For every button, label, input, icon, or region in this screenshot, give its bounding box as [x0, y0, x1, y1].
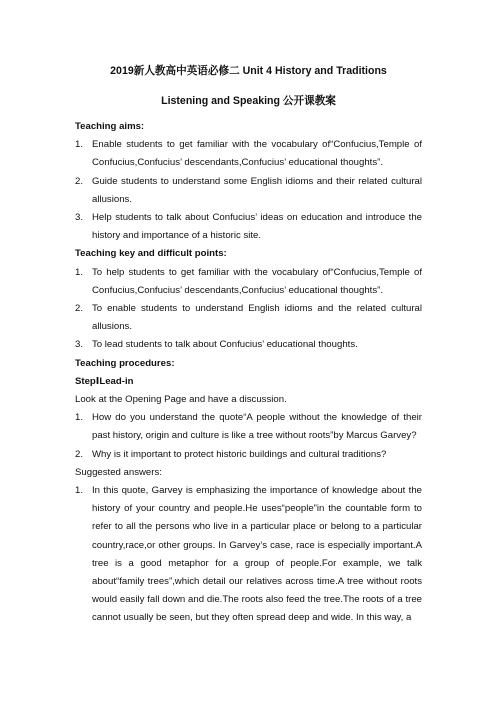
aim-number: 2.	[75, 175, 84, 187]
question-number: 2.	[75, 448, 84, 460]
key-points-heading: Teaching key and difficult points:	[75, 248, 227, 260]
aim-number: 3.	[75, 212, 84, 224]
answer-number: 1.	[75, 485, 84, 497]
key-point-text: To enable students to understand English idioms and the related cultural allusions.	[92, 303, 422, 333]
step-heading: StepⅠLead-in	[75, 375, 134, 387]
procedures-heading: Teaching procedures:	[75, 357, 175, 369]
answer-text: In this quote, Garvey is emphasizing the importance of knowledge about the history of your country and people.He uses“people”in the countable form to refer to all the persons who live in a particular place or belong to a particular country,race,or other groups. In Garvey’s case, race is especially important.A tree is a good metaphor for a group of people.For example, we talk about“family trees”,which detail our relatives across time.A tree without roots would easily fall down and die.The roots also feed the tree.The roots of a tree cannot usually be seen, but they often spread deep and wide. In this way, a	[92, 485, 422, 624]
key-point-number: 1.	[75, 266, 84, 278]
question-number: 1.	[75, 412, 84, 424]
key-point-number: 2.	[75, 303, 84, 315]
aim-text: Guide students to understand some English idioms and their related cultural allusions.	[92, 175, 422, 205]
question-text: Why is it important to protect historic buildings and cultural traditions?	[92, 448, 387, 460]
key-point-text: To lead students to talk about Confucius’ educational thoughts.	[92, 339, 358, 351]
key-point-number: 3.	[75, 339, 84, 351]
suggested-answers-label: Suggested answers:	[75, 466, 162, 478]
aim-text: Enable students to get familiar with the vocabulary of“Confucius,Temple of Confucius,Confucius’ descendants,Confucius’ educational thoughts”.	[92, 139, 422, 169]
key-point-item	[75, 300, 422, 336]
aim-number: 1.	[75, 139, 84, 151]
discussion-question	[75, 446, 422, 464]
aim-item	[75, 136, 422, 172]
key-point-item	[75, 336, 422, 354]
discussion-question	[75, 409, 422, 445]
question-text: How do you understand the quote“A people without the knowledge of their past history, origin and culture is like a tree without roots”by Marcus Garvey?	[92, 412, 422, 442]
document-title: 2019新人教高中英语必修二 Unit 4 History and Traditions	[110, 65, 387, 77]
suggested-answer	[75, 482, 422, 628]
key-point-text: To help students to get familiar with the vocabulary of“Confucius,Temple of Confucius,Confucius’ descendants,Confucius’ educational thoughts”.	[92, 266, 422, 296]
key-point-item	[75, 264, 422, 300]
aim-text: Help students to talk about Confucius’ ideas on education and introduce the history and importance of a historic site.	[92, 212, 422, 242]
teaching-aims-heading: Teaching aims:	[75, 121, 145, 132]
aim-item	[75, 173, 422, 209]
aim-item	[75, 209, 422, 245]
lead-in-instruction: Look at the Opening Page and have a discussion.	[75, 394, 287, 406]
document-subtitle: Listening and Speaking 公开课教案	[161, 95, 336, 107]
document-content	[75, 62, 422, 628]
